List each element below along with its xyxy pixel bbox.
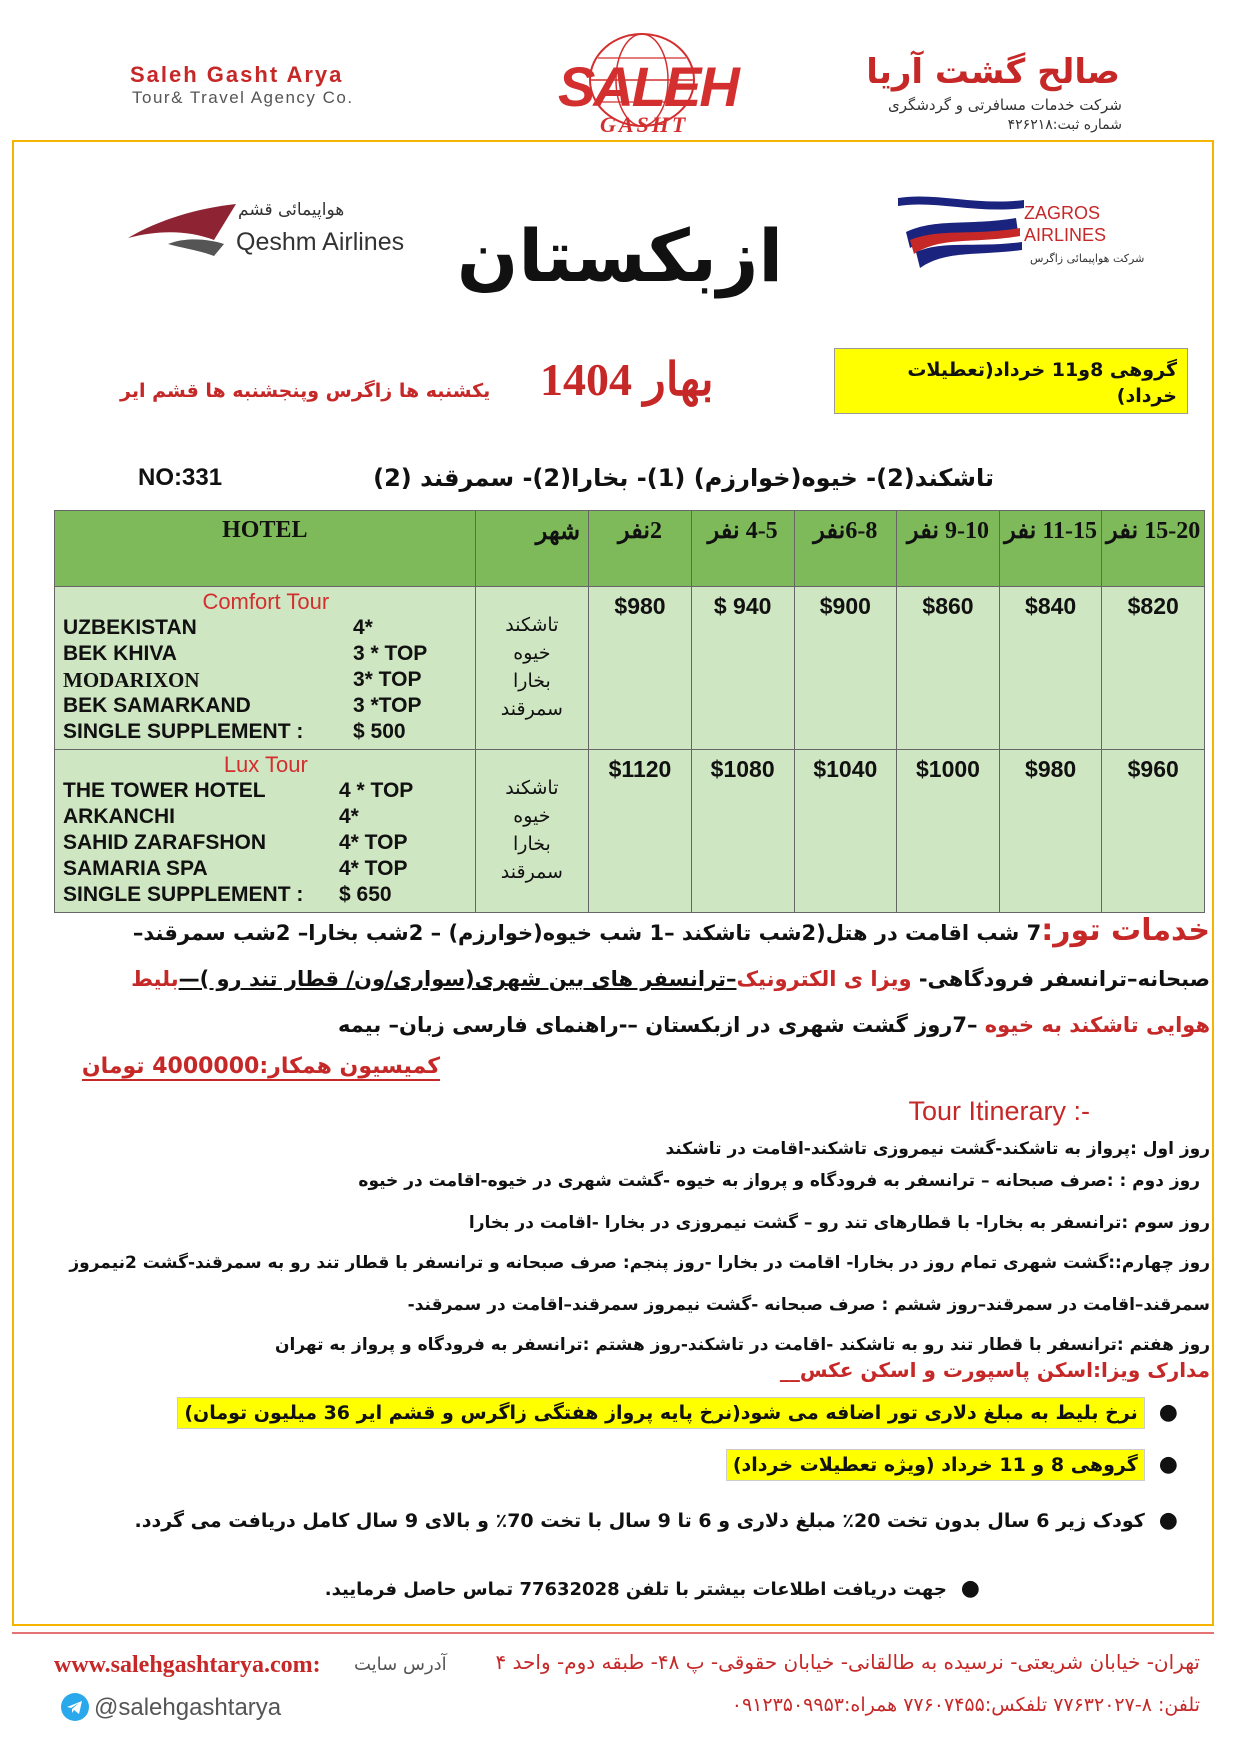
city-name: تاشکند [505, 614, 559, 636]
price-cell: $900 [794, 587, 897, 750]
company-subtitle-fa: شرکت خدمات مسافرتی و گردشگری [888, 96, 1122, 114]
hotel-entry: SAMARIA SPA 4* TOP [63, 857, 408, 880]
ticket-highlight: بلیط [131, 967, 179, 991]
pax-column-header: 15-20 نفر [1102, 511, 1205, 587]
itinerary-day: روز چهارم::گشت شهری تمام روز در بخارا- اقامت در بخارا -روز پنجم: صرف صبحانه و ترانسفر با قطار تند رو به سمرقند-گشت 2نیمروز [69, 1253, 1210, 1273]
price-cell: $960 [1102, 750, 1205, 913]
website-label: آدرس سایت [354, 1654, 447, 1675]
route-summary: تاشکند(2)- خیوه(خوارزم) (1)- بخارا(2)- سمرقند (2) [373, 464, 994, 492]
bullet-icon: ● [1158, 1400, 1178, 1425]
price-cell: $820 [1102, 587, 1205, 750]
city-column-header: شهر [475, 511, 589, 587]
zagros-airlines-fa: شرکت هواپیمائی زاگرس [1030, 252, 1145, 265]
flight-highlight: هوایی تاشکند به خیوه [984, 1013, 1210, 1037]
bullet-icon: ● [1158, 1508, 1178, 1533]
company-name-fa: صالح گشت آریا [866, 52, 1120, 92]
price-table [54, 510, 1205, 913]
hotel-list-cell [55, 587, 476, 750]
services-label: خدمات تور: [1041, 913, 1210, 948]
zagros-airlines-name: ZAGROS AIRLINES [1024, 203, 1107, 245]
qeshm-airlines-name: Qeshm Airlines [236, 228, 405, 256]
company-registration: شماره ثبت:۴۲۶۲۱۸ [1007, 117, 1122, 133]
price-cell: $1080 [691, 750, 794, 913]
hotel-entry: THE TOWER HOTEL 4 * TOP [63, 779, 414, 802]
saleh-gasht-logo [530, 28, 750, 140]
page-title: ازبکستان [456, 214, 784, 298]
flight-days-note: یکشنبه ها زاگرس وپنجشنبه ها قشم ایر [120, 380, 491, 402]
tour-package-name: Lux Tour [223, 752, 308, 777]
note-item: ●کودک زیر 6 سال بدون تخت 20٪ مبلغ دلاری و 6 تا 9 سال با تخت 70٪ و بالای 9 سال کامل دریافت می گردد. [134, 1508, 1178, 1533]
itinerary-day: روز سوم :ترانسفر به بخارا- با قطارهای تند رو – گشت نیمروزی در بخارا -اقامت در بخارا [468, 1213, 1210, 1233]
tour-number: NO:331 [138, 464, 223, 491]
city-name: خیوه [513, 642, 551, 664]
partner-commission: کمیسیون همکار:4000000 تومان [81, 1054, 440, 1079]
services-line: خدمات تور:7 شب اقامت در هتل(2شب تاشکند –1 شب خیوه(خوارزم) – 2شب بخارا– 2شب سمرقند– [132, 913, 1210, 948]
footer-divider [12, 1632, 1214, 1634]
hotel-list-cell [55, 750, 476, 913]
itinerary-title: Tour Itinerary :- [908, 1096, 1090, 1126]
tour-services [20, 908, 1210, 1048]
price-cell: $860 [897, 587, 1000, 750]
city-name: سمرقند [500, 861, 563, 883]
company-subtitle-en: Tour& Travel Agency Co. [132, 88, 354, 107]
city-list-cell [475, 587, 589, 750]
table-row [55, 587, 1205, 750]
website-link[interactable]: www.salehgashtarya.com: [54, 1652, 321, 1678]
city-name: خیوه [513, 805, 551, 827]
hotel-entry: MODARIXON 3* TOP [63, 668, 422, 692]
price-cell: $1040 [794, 750, 897, 913]
hotel-column-header: HOTEL [55, 511, 476, 587]
single-supplement: SINGLE SUPPLEMENT : $ 650 [63, 883, 392, 906]
hotel-entry: SAHID ZARAFSHON 4* TOP [63, 831, 408, 854]
group-dates-box: گروهی 8و11 خرداد(تعطیلات خرداد) [834, 348, 1188, 414]
table-row [55, 750, 1205, 913]
visa-highlight: ویزا ی الکترونیک [736, 967, 912, 991]
logo-main-text: SALEH [558, 55, 738, 118]
office-address: تهران- خیابان شریعتی- نرسیده به طالقانی- خیابان حقوقی- پ ۴۸- طبقه دوم- واحد ۴ [495, 1650, 1200, 1674]
single-supplement: SINGLE SUPPLEMENT : $ 500 [63, 720, 406, 743]
table-header-row [55, 511, 1205, 587]
pax-column-header: 4-5 نفر [691, 511, 794, 587]
tour-package-name: Comfort Tour [202, 589, 330, 614]
hotel-entry: ARKANCHI 4* [63, 805, 359, 828]
price-cell: $1120 [589, 750, 692, 913]
company-name-en: Saleh Gasht Arya [130, 62, 344, 87]
bullet-icon: ● [960, 1576, 980, 1601]
qeshm-airlines-fa: هواپیمائی قشم [238, 200, 345, 220]
contact-phones: تلفن: ۸-۷۷۶۳۲۰۲۷ تلفکس:۷۷۶۰۷۴۵۵ همراه:۰۹۱۲۳۵۰۹۹۵۳ [731, 1694, 1200, 1716]
itinerary-day: سمرقند–اقامت در سمرقند–روز ششم : صرف صبحانه -گشت نیمروز سمرقند–اقامت در سمرقند- [407, 1295, 1210, 1315]
pax-column-header: 9-10 نفر [897, 511, 1000, 587]
bullet-icon: ● [1158, 1452, 1178, 1477]
note-item: ●گروهی 8 و 11 خرداد (ویژه تعطیلات خرداد) [726, 1452, 1178, 1477]
telegram-icon [60, 1692, 90, 1722]
itinerary-day: روز هفتم :ترانسفر با قطار تند رو به تاشکند -اقامت در تاشکند-روز هشتم :ترانسفر به فرودگاه و پرواز به تهران [274, 1335, 1210, 1355]
hotel-entry: UZBEKISTAN 4* [63, 616, 373, 639]
price-cell: $980 [999, 750, 1102, 913]
pax-column-header: 6-8نفر [794, 511, 897, 587]
itinerary-day: روز اول :پرواز به تاشکند-گشت نیمروزی تاشکند-اقامت در تاشکند [665, 1139, 1210, 1159]
city-list-cell [475, 750, 589, 913]
note-item: ●نرخ بلیط به مبلغ دلاری تور اضافه می شود(نرخ پایه پرواز هفتگی زاگرس و قشم ایر 36 میلیون تومان) [177, 1400, 1178, 1425]
pax-column-header: 11-15 نفر [999, 511, 1102, 587]
services-line: صبحانه–ترانسفر فرودگاهی- ویزا ی الکترونیک–ترانسفر های بین شهری(سواری/ون/ قطار تند رو )—بلیط [131, 967, 1210, 991]
telegram-handle[interactable]: @salehgashtarya [94, 1694, 282, 1721]
city-name: سمرقند [500, 698, 563, 720]
visa-documents: مدارک ویزا:اسکن پاسپورت و اسکن عکس__ [779, 1358, 1210, 1382]
price-cell: $1000 [897, 750, 1000, 913]
city-name: بخارا [513, 670, 551, 692]
city-name: بخارا [513, 833, 551, 855]
logo-sub-text: GASHT [600, 112, 689, 137]
itinerary-day: روز دوم : :صرف صبحانه – ترانسفر به فرودگاه و پرواز به خیوه -گشت شهری در خیوه-اقامت در خیوه [358, 1171, 1200, 1191]
services-line: هوایی تاشکند به خیوه –7روز گشت شهری در ازبکستان –-راهنمای فارسی زبان– بیمه [337, 1013, 1210, 1037]
hotel-entry: BEK SAMARKAND 3 *TOP [63, 694, 422, 717]
city-name: تاشکند [505, 777, 559, 799]
pax-column-header: 2نفر [589, 511, 692, 587]
price-cell: $980 [589, 587, 692, 750]
price-cell: $ 940 [691, 587, 794, 750]
note-item: ●جهت دریافت اطلاعات بیشتر با تلفن 77632028 تماس حاصل فرمایید. [324, 1576, 980, 1601]
season-label: بهار 1404 [540, 354, 714, 405]
price-cell: $840 [999, 587, 1102, 750]
hotel-entry: BEK KHIVA 3 * TOP [63, 642, 428, 665]
